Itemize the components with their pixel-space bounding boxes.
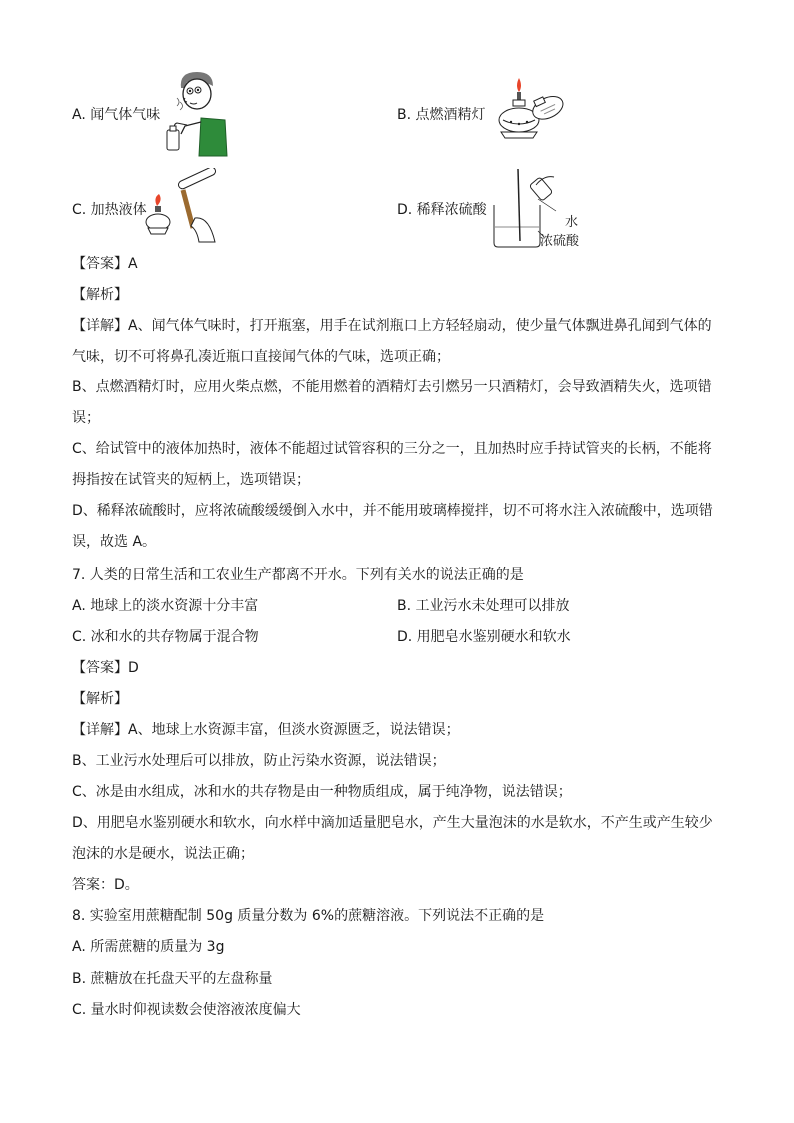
- q7-answer: 【答案】D: [72, 660, 139, 676]
- q7-option-d: D. 用肥皂水鉴别硬水和软水: [397, 629, 571, 645]
- smelling-gas-illustration: [163, 68, 231, 158]
- q8-option-b: B. 蔗糖放在托盘天平的左盘称量: [72, 971, 273, 987]
- q6-detail-line: 拇指按在试管夹的短柄上，选项错误；: [72, 472, 310, 488]
- q6-detail-line: 气味，切不可将鼻孔凑近瓶口直接闻气体的气味，选项正确；: [72, 349, 450, 365]
- q8-option-c: C. 量水时仰视读数会使溶液浓度偏大: [72, 1002, 301, 1018]
- q7-analysis-heading: 【解析】: [72, 691, 128, 707]
- q8-option-a: A. 所需蔗糖的质量为 3g: [72, 939, 225, 955]
- q6-detail-line: B、点燃酒精灯时，应用火柴点燃，不能用燃着的酒精灯去引燃另一只酒精灯，会导致酒精失火，选项错: [72, 379, 712, 395]
- q7-detail-line: D、用肥皂水鉴别硬水和软水，向水样中滴加适量肥皂水，产生大量泡沫的水是软水，不产生或产生较少: [72, 815, 713, 831]
- q6-option-d: D. 稀释浓硫酸: [397, 202, 487, 218]
- q6-detail-line: 【详解】A、闻气体气味时，打开瓶塞，用手在试剂瓶口上方轻轻扇动，使少量气体飘进鼻孔闻到气体的: [72, 318, 712, 334]
- q7-option-c: C. 冰和水的共存物属于混合物: [72, 629, 259, 645]
- q7-option-a: A. 地球上的淡水资源十分丰富: [72, 598, 259, 614]
- q7-detail-line: B、工业污水处理后可以排放，防止污染水资源，说法错误；: [72, 753, 446, 769]
- lighting-alcohol-lamp-illustration: [489, 76, 569, 140]
- q6-option-b: B. 点燃酒精灯: [397, 107, 486, 123]
- q7-final-answer: 答案：D。: [72, 877, 139, 893]
- label-concentrated-acid: 浓硫酸: [540, 234, 580, 249]
- q8-stem: 8. 实验室用蔗糖配制 50g 质量分数为 6%的蔗糖溶液。下列说法不正确的是: [72, 908, 545, 924]
- q7-stem: 7. 人类的日常生活和工农业生产都离不开水。下列有关水的说法正确的是: [72, 567, 524, 583]
- heating-liquid-illustration: [143, 168, 227, 244]
- q6-detail-line: 误，故选 A。: [72, 534, 157, 550]
- q6-option-a: A. 闻气体气味: [72, 107, 161, 123]
- q7-detail-line: 泡沫的水是硬水，说法正确；: [72, 846, 254, 862]
- q7-detail-line: C、冰是由水组成，冰和水的共存物是由一种物质组成，属于纯净物，说法错误；: [72, 784, 572, 800]
- q7-option-b: B. 工业污水未处理可以排放: [397, 598, 570, 614]
- q6-detail-line: 误；: [72, 410, 100, 426]
- q6-detail-line: D、稀释浓硫酸时，应将浓硫酸缓缓倒入水中，并不能用玻璃棒搅拌，切不可将水注入浓硫酸中，选项错: [72, 503, 713, 519]
- q7-detail-line: 【详解】A、地球上水资源丰富，但淡水资源匮乏，说法错误；: [72, 722, 460, 738]
- q6-option-c: C. 加热液体: [72, 202, 147, 218]
- q6-detail-line: C、给试管中的液体加热时，液体不能超过试管容积的三分之一，且加热时应手持试管夹的长柄，不能将: [72, 441, 712, 457]
- q6-analysis-heading: 【解析】: [72, 287, 128, 303]
- label-water: 水: [565, 215, 579, 230]
- q6-answer: 【答案】A: [72, 256, 138, 272]
